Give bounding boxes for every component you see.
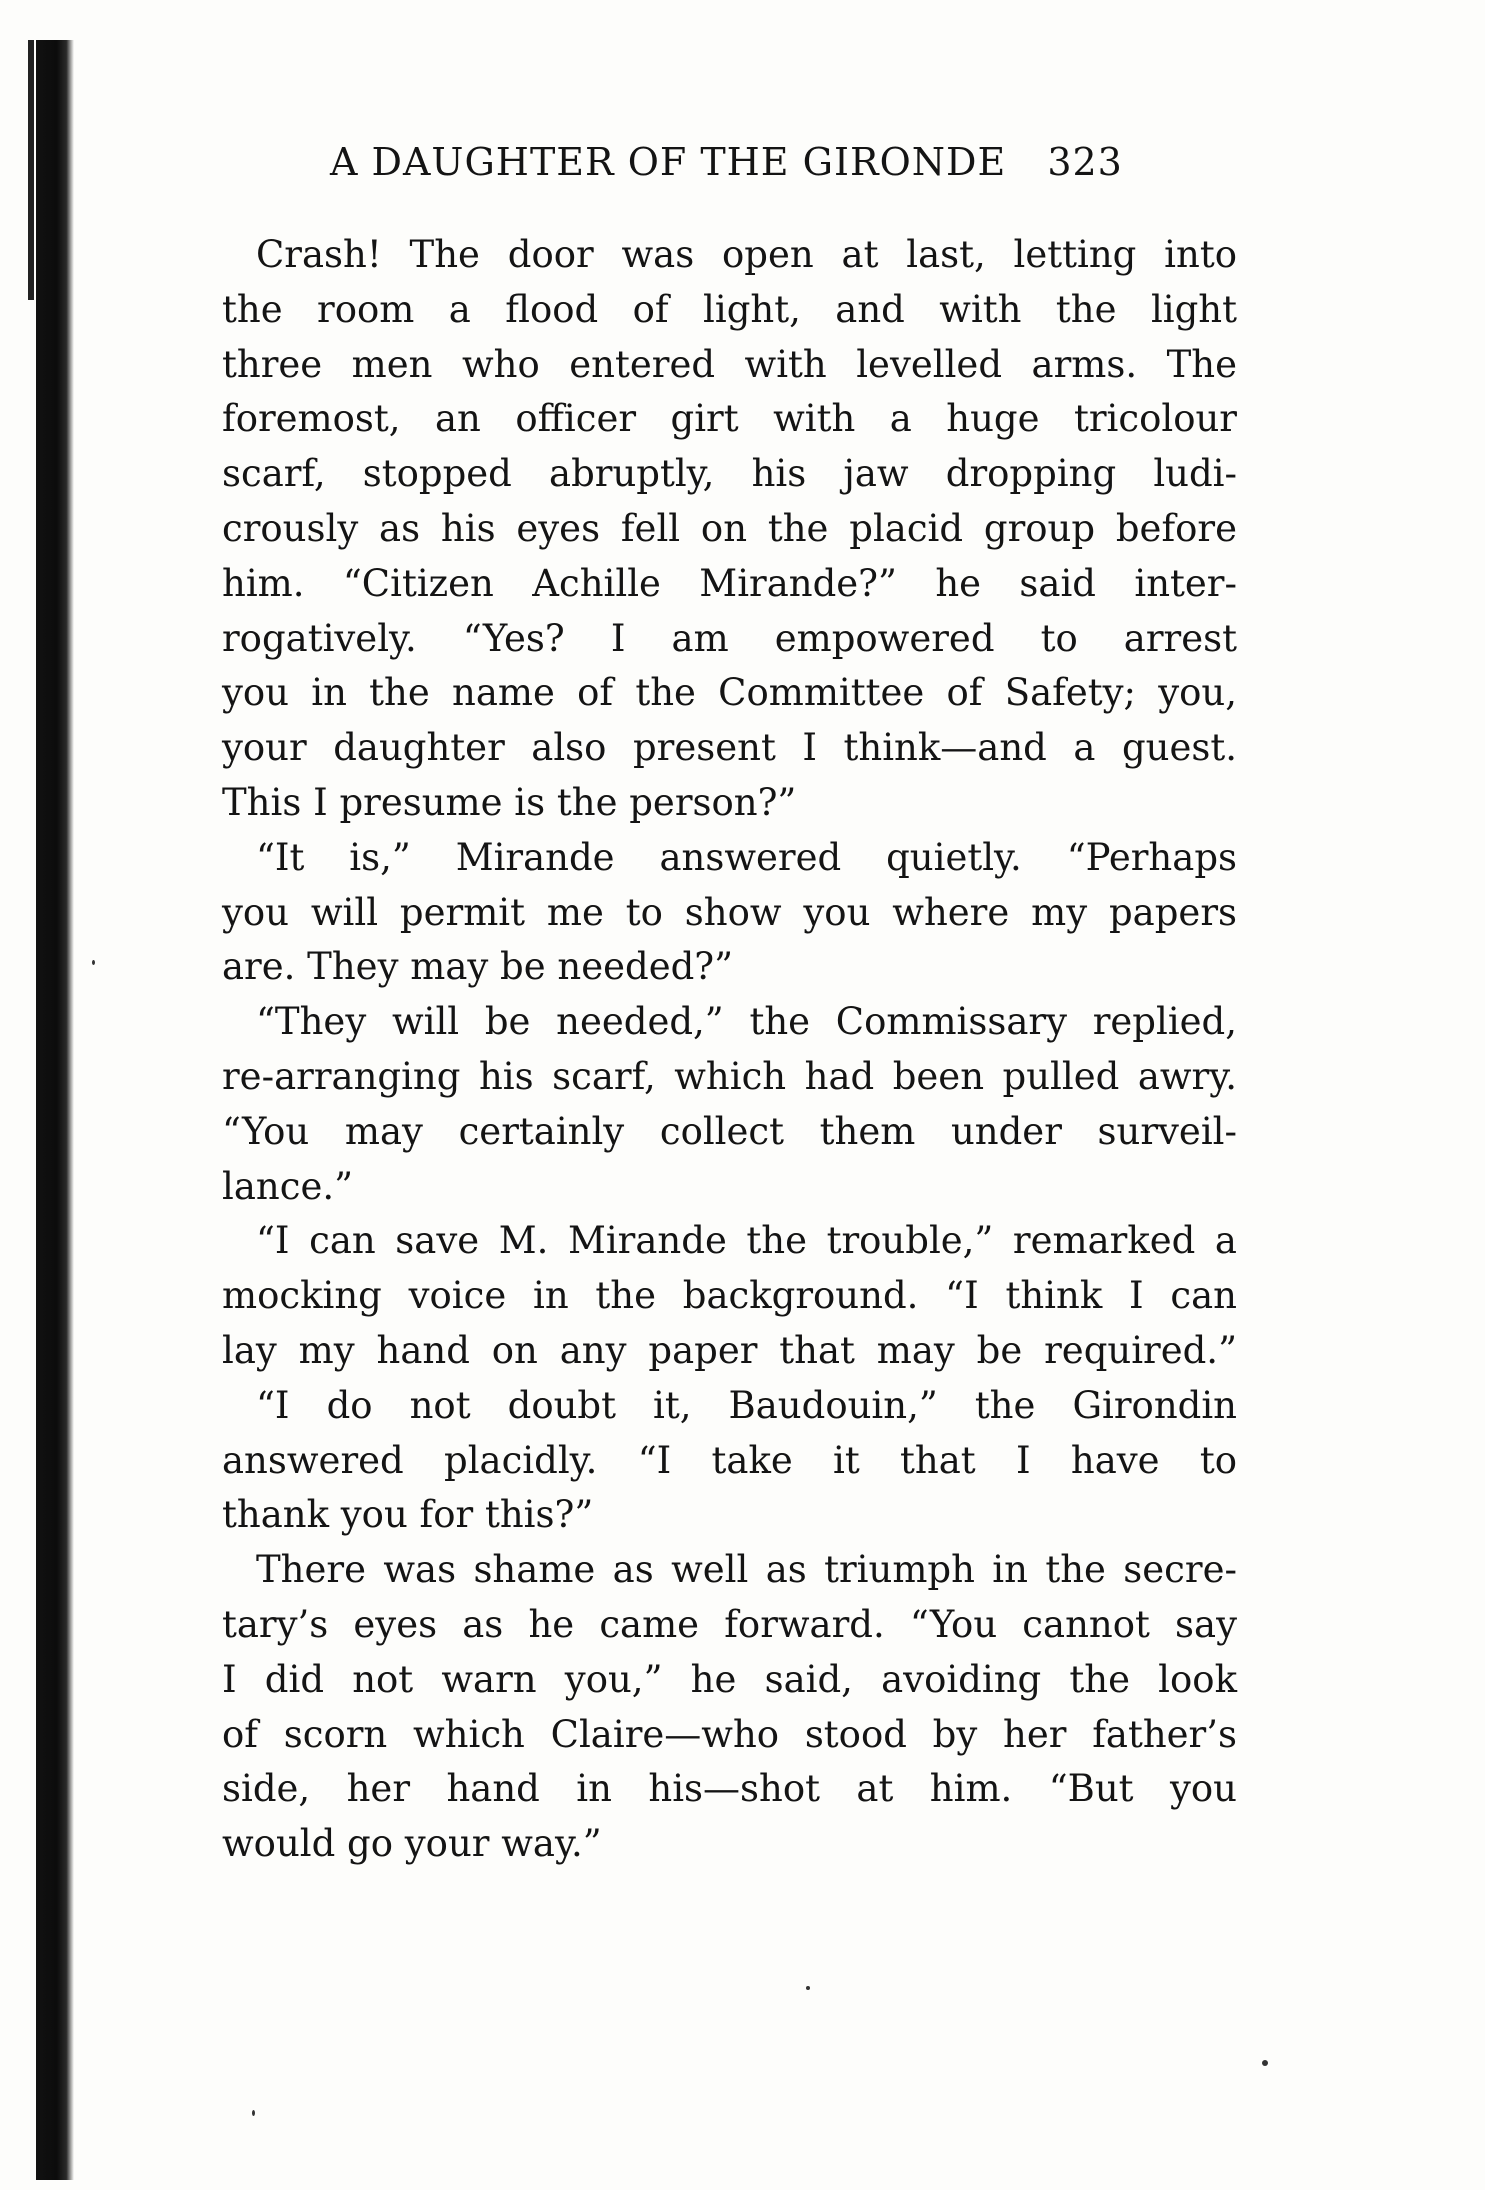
text-line: lay my hand on any paper that may be required.” <box>222 1328 1237 1372</box>
text-line: mocking voice in the background. “I think I can <box>222 1274 1237 1318</box>
text-line: “I do not doubt it, Baudouin,” the Girondin <box>256 1383 1237 1427</box>
text-line: of scorn which Claire—who stood by her father’s <box>222 1712 1237 1756</box>
text-line: your daughter also present I think—and a guest. <box>222 726 1237 770</box>
text-line: tary’s eyes as he came forward. “You cannot say <box>222 1602 1237 1646</box>
print-speck <box>252 2110 255 2116</box>
text-line: “I can save M. Mirande the trouble,” remarked a <box>256 1219 1237 1263</box>
text-line: foremost, an officer girt with a huge tricolour <box>222 397 1237 441</box>
print-speck <box>1262 2060 1268 2066</box>
text-line: This I presume is the person?” <box>222 780 797 824</box>
text-line: answered placidly. “I take it that I have to <box>222 1438 1237 1482</box>
text-line: you will permit me to show you where my papers <box>222 890 1237 934</box>
running-head-title: A DAUGHTER OF THE GIRONDE <box>330 140 1007 184</box>
text-line: side, her hand in his—shot at him. “But you <box>222 1767 1237 1811</box>
binding-shadow-edge <box>28 40 34 300</box>
text-line: you in the name of the Committee of Safety; you, <box>222 671 1237 715</box>
text-line: lance.” <box>222 1164 354 1208</box>
text-line: thank you for this?” <box>222 1493 594 1537</box>
text-line: “You may certainly collect them under surveil- <box>222 1109 1237 1153</box>
text-line: There was shame as well as triumph in the secre- <box>256 1548 1237 1592</box>
text-line: are. They may be needed?” <box>222 945 734 989</box>
body-text <box>222 228 1237 1872</box>
text-line: Crash! The door was open at last, letting into <box>256 233 1237 276</box>
text-line: rogatively. “Yes? I am empowered to arrest <box>222 616 1237 660</box>
text-line: crously as his eyes fell on the placid group before <box>222 506 1237 550</box>
binding-shadow <box>36 40 74 2180</box>
print-speck <box>806 1986 810 1990</box>
text-line: the room a flood of light, and with the light <box>222 287 1237 331</box>
text-line: re-arranging his scarf, which had been pulled awry. <box>222 1054 1237 1098</box>
text-line: would go your way.” <box>222 1822 602 1866</box>
print-speck <box>92 960 95 965</box>
page-number: 323 <box>1047 140 1123 184</box>
text-line: “They will be needed,” the Commissary replied, <box>256 1000 1237 1044</box>
running-head <box>330 140 1230 184</box>
text-line: three men who entered with levelled arms. The <box>222 342 1237 386</box>
text-line: him. “Citizen Achille Mirande?” he said inter- <box>222 561 1237 605</box>
text-line: I did not warn you,” he said, avoiding the look <box>222 1657 1237 1701</box>
text-line: “It is,” Mirande answered quietly. “Perhaps <box>256 835 1237 879</box>
text-line: scarf, stopped abruptly, his jaw dropping ludi- <box>222 452 1237 496</box>
